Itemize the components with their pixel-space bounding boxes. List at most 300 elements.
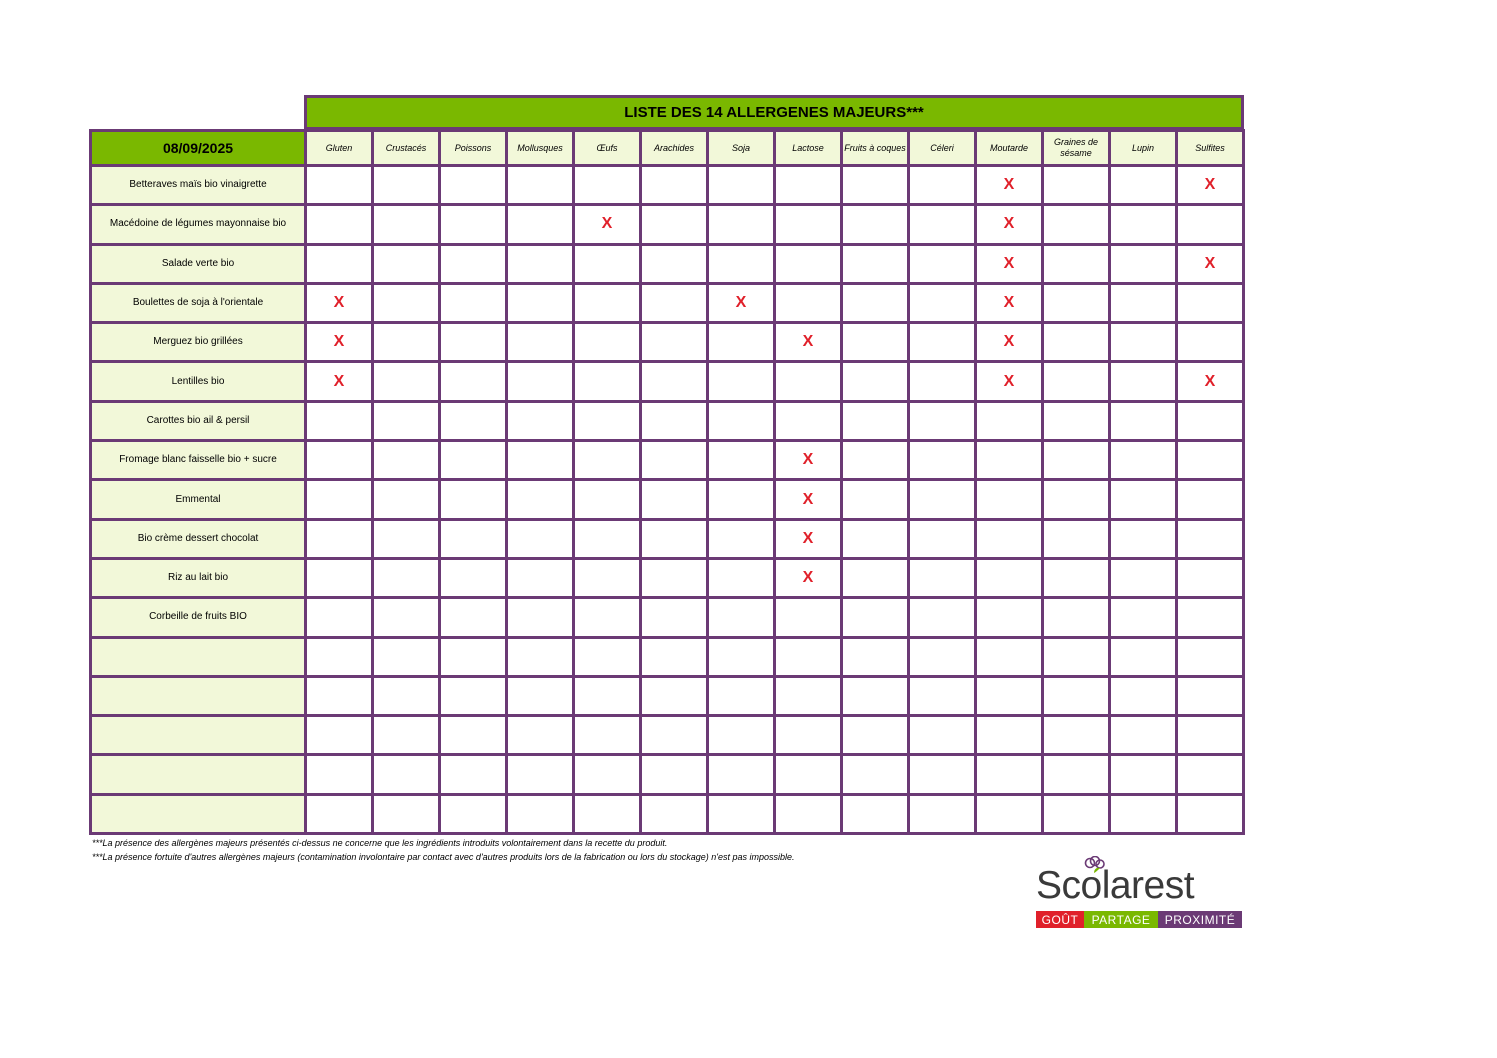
allergen-mark-cell — [976, 676, 1043, 715]
allergen-table-title: LISTE DES 14 ALLERGENES MAJEURS*** — [304, 95, 1244, 130]
allergen-mark-cell — [507, 755, 574, 794]
allergen-mark-cell — [373, 205, 440, 244]
allergen-mark-cell: X — [1177, 166, 1244, 205]
allergen-mark-cell: X — [976, 205, 1043, 244]
allergen-mark-cell — [373, 794, 440, 833]
allergen-mark-cell — [440, 205, 507, 244]
allergen-mark-cell — [775, 283, 842, 322]
dish-name: Macédoine de légumes mayonnaise bio — [91, 205, 306, 244]
allergen-mark-cell — [1177, 558, 1244, 597]
allergen-mark-cell — [440, 676, 507, 715]
allergen-mark-cell — [976, 558, 1043, 597]
allergen-mark-cell: X — [306, 323, 373, 362]
allergen-mark-cell — [842, 480, 909, 519]
allergen-mark-cell — [373, 401, 440, 440]
allergen-mark-cell — [1177, 323, 1244, 362]
allergen-mark-cell — [306, 598, 373, 637]
allergen-mark-cell — [574, 794, 641, 833]
allergen-mark-cell — [507, 558, 574, 597]
allergen-mark-cell — [775, 401, 842, 440]
allergen-mark-cell: X — [574, 205, 641, 244]
allergen-mark-cell — [507, 598, 574, 637]
allergen-mark-cell — [909, 637, 976, 676]
allergen-mark-cell — [909, 244, 976, 283]
allergen-mark-cell — [507, 362, 574, 401]
allergen-mark-cell — [507, 401, 574, 440]
allergen-mark-cell — [574, 323, 641, 362]
allergen-mark-cell — [440, 441, 507, 480]
allergen-mark-cell — [1043, 716, 1110, 755]
allergen-mark-cell — [909, 401, 976, 440]
allergen-mark-cell — [507, 637, 574, 676]
allergen-mark-cell — [1177, 676, 1244, 715]
allergen-mark-cell — [1043, 676, 1110, 715]
allergen-mark-cell — [1043, 401, 1110, 440]
allergen-mark-cell — [440, 166, 507, 205]
allergen-mark-cell — [1110, 283, 1177, 322]
allergen-mark-cell — [574, 362, 641, 401]
allergen-mark-cell — [842, 794, 909, 833]
allergen-mark-cell — [1177, 480, 1244, 519]
allergen-mark-cell — [440, 598, 507, 637]
allergen-column-header: Œufs — [574, 131, 641, 166]
allergen-column-header: Moutarde — [976, 131, 1043, 166]
allergen-mark-cell: X — [1177, 362, 1244, 401]
allergen-mark-cell — [1043, 598, 1110, 637]
allergen-mark-cell — [574, 480, 641, 519]
allergen-mark-cell — [574, 676, 641, 715]
allergen-mark-cell — [440, 716, 507, 755]
allergen-mark-cell — [373, 716, 440, 755]
allergen-mark-cell — [574, 244, 641, 283]
dish-row — [91, 519, 1244, 558]
allergen-mark-cell — [1110, 205, 1177, 244]
dish-name — [91, 794, 306, 833]
allergen-mark-cell — [440, 244, 507, 283]
allergen-mark-cell — [641, 558, 708, 597]
allergen-mark-cell — [507, 716, 574, 755]
dish-name: Lentilles bio — [91, 362, 306, 401]
allergen-mark-cell — [708, 480, 775, 519]
allergen-mark-cell — [507, 205, 574, 244]
allergen-mark-cell — [507, 166, 574, 205]
dish-row — [91, 637, 1244, 676]
allergen-mark-cell — [842, 441, 909, 480]
allergen-mark-cell — [641, 716, 708, 755]
allergen-mark-cell — [708, 323, 775, 362]
allergen-mark-cell — [373, 676, 440, 715]
allergen-mark-cell — [842, 716, 909, 755]
allergen-mark-cell: X — [1177, 244, 1244, 283]
allergen-mark-cell — [775, 676, 842, 715]
allergen-mark-cell — [641, 283, 708, 322]
allergen-mark-cell: X — [775, 323, 842, 362]
allergen-mark-cell — [909, 362, 976, 401]
allergen-column-header: Fruits à coques — [842, 131, 909, 166]
allergen-mark-cell: X — [306, 362, 373, 401]
allergen-column-header: Lactose — [775, 131, 842, 166]
allergen-mark-cell — [976, 480, 1043, 519]
allergen-mark-cell — [708, 558, 775, 597]
allergen-mark-cell — [708, 401, 775, 440]
dish-name: Riz au lait bio — [91, 558, 306, 597]
allergen-table — [89, 129, 1245, 835]
allergen-mark-cell — [1043, 166, 1110, 205]
dish-name: Emmental — [91, 480, 306, 519]
dish-name — [91, 716, 306, 755]
allergen-mark-cell — [909, 166, 976, 205]
allergen-column-header: Lupin — [1110, 131, 1177, 166]
menu-date: 08/09/2025 — [91, 131, 306, 166]
allergen-mark-cell: X — [775, 441, 842, 480]
dish-row — [91, 401, 1244, 440]
allergen-mark-cell — [440, 480, 507, 519]
allergen-mark-cell — [708, 166, 775, 205]
allergen-mark-cell — [373, 598, 440, 637]
allergen-mark-cell — [574, 558, 641, 597]
allergen-mark-cell — [507, 244, 574, 283]
allergen-mark-cell — [373, 441, 440, 480]
allergen-mark-cell — [1177, 598, 1244, 637]
dish-row — [91, 794, 1244, 833]
allergen-mark-cell — [775, 244, 842, 283]
dish-name — [91, 676, 306, 715]
allergen-mark-cell — [775, 794, 842, 833]
allergen-mark-cell — [373, 244, 440, 283]
allergen-mark-cell — [574, 166, 641, 205]
allergen-mark-cell — [708, 794, 775, 833]
allergen-mark-cell — [1043, 362, 1110, 401]
allergen-mark-cell — [976, 401, 1043, 440]
allergen-mark-cell — [1110, 558, 1177, 597]
allergen-mark-cell — [440, 794, 507, 833]
allergen-mark-cell — [641, 755, 708, 794]
allergen-mark-cell — [708, 598, 775, 637]
tagline-partage: PARTAGE — [1084, 911, 1158, 928]
table-body — [91, 166, 1244, 834]
allergen-mark-cell — [306, 401, 373, 440]
allergen-mark-cell — [574, 441, 641, 480]
allergen-mark-cell — [909, 323, 976, 362]
allergen-mark-cell — [641, 362, 708, 401]
allergen-mark-cell — [1110, 480, 1177, 519]
dish-row — [91, 480, 1244, 519]
allergen-column-header: Mollusques — [507, 131, 574, 166]
allergen-mark-cell — [1043, 755, 1110, 794]
allergen-mark-cell — [574, 755, 641, 794]
allergen-mark-cell — [373, 283, 440, 322]
allergen-mark-cell — [909, 480, 976, 519]
dish-row — [91, 244, 1244, 283]
allergen-mark-cell — [507, 441, 574, 480]
dish-row — [91, 283, 1244, 322]
allergen-mark-cell — [909, 558, 976, 597]
allergen-mark-cell — [373, 166, 440, 205]
footnote-2: ***La présence fortuite d'autres allergènes majeurs (contamination involontaire par contact avec d'autres produits lors de la fabrication ou lors du stockage) n'est pas impossible. — [92, 852, 795, 862]
allergen-mark-cell — [708, 676, 775, 715]
allergen-mark-cell — [976, 519, 1043, 558]
allergen-mark-cell — [909, 676, 976, 715]
allergen-mark-cell — [842, 166, 909, 205]
allergen-column-header: Céleri — [909, 131, 976, 166]
allergen-mark-cell — [507, 283, 574, 322]
allergen-mark-cell — [842, 637, 909, 676]
dish-row — [91, 166, 1244, 205]
allergen-mark-cell — [976, 716, 1043, 755]
allergen-mark-cell — [1177, 794, 1244, 833]
allergen-mark-cell — [641, 205, 708, 244]
allergen-mark-cell — [641, 244, 708, 283]
allergen-mark-cell — [306, 244, 373, 283]
allergen-mark-cell: X — [976, 244, 1043, 283]
allergen-mark-cell — [775, 166, 842, 205]
allergen-mark-cell: X — [306, 283, 373, 322]
allergen-column-header: Soja — [708, 131, 775, 166]
allergen-mark-cell — [1110, 441, 1177, 480]
allergen-mark-cell — [1177, 401, 1244, 440]
allergen-mark-cell — [909, 519, 976, 558]
allergen-mark-cell — [708, 755, 775, 794]
allergen-mark-cell — [306, 637, 373, 676]
allergen-mark-cell — [641, 794, 708, 833]
allergen-mark-cell — [1043, 519, 1110, 558]
allergen-mark-cell — [909, 755, 976, 794]
allergen-mark-cell — [1110, 716, 1177, 755]
allergen-mark-cell — [1177, 755, 1244, 794]
allergen-mark-cell — [708, 441, 775, 480]
allergen-mark-cell — [507, 480, 574, 519]
allergen-mark-cell — [842, 755, 909, 794]
allergen-mark-cell — [1043, 480, 1110, 519]
allergen-mark-cell — [507, 794, 574, 833]
logo-tagline — [1036, 911, 1242, 928]
allergen-mark-cell — [1110, 637, 1177, 676]
allergen-mark-cell — [440, 558, 507, 597]
allergen-mark-cell — [373, 637, 440, 676]
allergen-mark-cell — [306, 755, 373, 794]
allergen-mark-cell — [574, 637, 641, 676]
allergen-column-header: Crustacés — [373, 131, 440, 166]
allergen-mark-cell — [842, 676, 909, 715]
allergen-mark-cell — [641, 323, 708, 362]
allergen-mark-cell — [909, 205, 976, 244]
allergen-mark-cell — [842, 362, 909, 401]
tagline-gout: GOÛT — [1036, 911, 1084, 928]
allergen-mark-cell: X — [775, 519, 842, 558]
allergen-mark-cell: X — [976, 283, 1043, 322]
allergen-mark-cell — [574, 519, 641, 558]
allergen-mark-cell — [507, 676, 574, 715]
allergen-mark-cell — [842, 205, 909, 244]
allergen-mark-cell — [306, 676, 373, 715]
allergen-mark-cell — [842, 558, 909, 597]
allergen-mark-cell — [306, 166, 373, 205]
allergen-mark-cell — [1110, 166, 1177, 205]
allergen-mark-cell — [1110, 401, 1177, 440]
tagline-proximite: PROXIMITÉ — [1158, 911, 1242, 928]
allergen-mark-cell: X — [708, 283, 775, 322]
allergen-mark-cell — [775, 362, 842, 401]
allergen-mark-cell — [1043, 637, 1110, 676]
allergen-mark-cell — [909, 283, 976, 322]
allergen-mark-cell — [1110, 362, 1177, 401]
allergen-mark-cell — [641, 441, 708, 480]
allergen-mark-cell — [842, 519, 909, 558]
allergen-mark-cell — [1177, 441, 1244, 480]
allergen-mark-cell — [976, 598, 1043, 637]
allergen-mark-cell — [1177, 716, 1244, 755]
dish-row — [91, 323, 1244, 362]
allergen-mark-cell — [306, 716, 373, 755]
allergen-mark-cell — [1177, 637, 1244, 676]
allergen-mark-cell — [1110, 323, 1177, 362]
dish-name: Merguez bio grillées — [91, 323, 306, 362]
allergen-mark-cell — [1043, 205, 1110, 244]
allergen-mark-cell — [1110, 519, 1177, 558]
dish-name — [91, 755, 306, 794]
allergen-mark-cell — [775, 205, 842, 244]
dish-row — [91, 598, 1244, 637]
allergen-mark-cell — [708, 205, 775, 244]
allergen-mark-cell — [574, 716, 641, 755]
dish-name: Corbeille de fruits BIO — [91, 598, 306, 637]
allergen-column-header: Sulfites — [1177, 131, 1244, 166]
allergen-mark-cell: X — [775, 558, 842, 597]
allergen-mark-cell — [909, 794, 976, 833]
allergen-mark-cell — [641, 401, 708, 440]
dish-name: Boulettes de soja à l'orientale — [91, 283, 306, 322]
dish-row — [91, 441, 1244, 480]
allergen-column-header: Poissons — [440, 131, 507, 166]
allergen-mark-cell — [373, 323, 440, 362]
allergen-mark-cell — [976, 637, 1043, 676]
allergen-mark-cell — [373, 519, 440, 558]
allergen-mark-cell — [440, 323, 507, 362]
dish-row — [91, 558, 1244, 597]
allergen-mark-cell — [574, 283, 641, 322]
allergen-mark-cell — [842, 598, 909, 637]
allergen-mark-cell — [440, 283, 507, 322]
allergen-mark-cell — [641, 166, 708, 205]
allergen-mark-cell — [976, 794, 1043, 833]
allergen-mark-cell — [641, 676, 708, 715]
allergen-mark-cell — [641, 598, 708, 637]
allergen-mark-cell — [1043, 323, 1110, 362]
allergen-mark-cell — [1110, 794, 1177, 833]
allergen-mark-cell — [306, 480, 373, 519]
allergen-mark-cell — [909, 441, 976, 480]
allergen-mark-cell — [507, 323, 574, 362]
allergen-mark-cell — [909, 598, 976, 637]
allergen-mark-cell — [708, 362, 775, 401]
allergen-mark-cell — [440, 401, 507, 440]
allergen-column-header: Graines de sésame — [1043, 131, 1110, 166]
allergen-mark-cell — [373, 362, 440, 401]
allergen-mark-cell — [708, 244, 775, 283]
allergen-mark-cell — [440, 755, 507, 794]
dish-name: Bio crème dessert chocolat — [91, 519, 306, 558]
allergen-mark-cell — [306, 558, 373, 597]
allergen-mark-cell — [1177, 519, 1244, 558]
allergen-column-header: Gluten — [306, 131, 373, 166]
footnotes — [92, 836, 1092, 864]
allergen-mark-cell — [373, 755, 440, 794]
allergen-mark-cell — [1043, 441, 1110, 480]
allergen-mark-cell — [1110, 598, 1177, 637]
dish-row — [91, 716, 1244, 755]
allergen-mark-cell — [842, 323, 909, 362]
scolarest-logo — [1036, 856, 1244, 930]
allergen-mark-cell — [1043, 558, 1110, 597]
allergen-mark-cell — [842, 244, 909, 283]
allergen-mark-cell — [574, 598, 641, 637]
allergen-mark-cell — [976, 755, 1043, 794]
allergen-mark-cell — [708, 519, 775, 558]
allergen-mark-cell — [708, 637, 775, 676]
allergen-mark-cell — [1110, 755, 1177, 794]
allergen-mark-cell — [1043, 244, 1110, 283]
allergen-mark-cell — [775, 755, 842, 794]
allergen-mark-cell — [1110, 676, 1177, 715]
allergen-mark-cell — [440, 362, 507, 401]
allergen-mark-cell — [306, 794, 373, 833]
allergen-mark-cell — [373, 558, 440, 597]
dish-name: Salade verte bio — [91, 244, 306, 283]
allergen-mark-cell — [641, 519, 708, 558]
allergen-mark-cell — [507, 519, 574, 558]
dish-row — [91, 755, 1244, 794]
allergen-mark-cell: X — [775, 480, 842, 519]
logo-wordmark: Scolarest — [1036, 864, 1195, 907]
allergen-mark-cell — [440, 519, 507, 558]
dish-name: Carottes bio ail & persil — [91, 401, 306, 440]
dish-name — [91, 637, 306, 676]
dish-name: Betteraves maïs bio vinaigrette — [91, 166, 306, 205]
allergen-mark-cell — [909, 716, 976, 755]
allergen-mark-cell — [306, 519, 373, 558]
footnote-1: ***La présence des allergènes majeurs présentés ci-dessus ne concerne que les ingrédients introduits volontairement dans la recette du produit. — [92, 838, 668, 848]
allergen-mark-cell — [842, 283, 909, 322]
allergen-mark-cell — [440, 637, 507, 676]
header-row — [91, 131, 1244, 166]
allergen-mark-cell — [708, 716, 775, 755]
allergen-mark-cell — [373, 480, 440, 519]
dish-row — [91, 205, 1244, 244]
allergen-column-header: Arachides — [641, 131, 708, 166]
dish-row — [91, 362, 1244, 401]
allergen-mark-cell — [1177, 283, 1244, 322]
allergen-mark-cell — [574, 401, 641, 440]
allergen-mark-cell — [1110, 244, 1177, 283]
dish-name: Fromage blanc faisselle bio + sucre — [91, 441, 306, 480]
allergen-mark-cell — [641, 480, 708, 519]
allergen-mark-cell — [1177, 205, 1244, 244]
allergen-mark-cell — [1043, 283, 1110, 322]
dish-row — [91, 676, 1244, 715]
allergen-mark-cell: X — [976, 362, 1043, 401]
allergen-mark-cell — [842, 401, 909, 440]
allergen-mark-cell — [306, 205, 373, 244]
allergen-mark-cell — [641, 637, 708, 676]
allergen-mark-cell — [306, 441, 373, 480]
allergen-mark-cell: X — [976, 323, 1043, 362]
allergen-mark-cell — [775, 598, 842, 637]
allergen-mark-cell — [775, 716, 842, 755]
allergen-mark-cell — [775, 637, 842, 676]
allergen-mark-cell — [976, 441, 1043, 480]
allergen-mark-cell — [1043, 794, 1110, 833]
allergen-mark-cell: X — [976, 166, 1043, 205]
